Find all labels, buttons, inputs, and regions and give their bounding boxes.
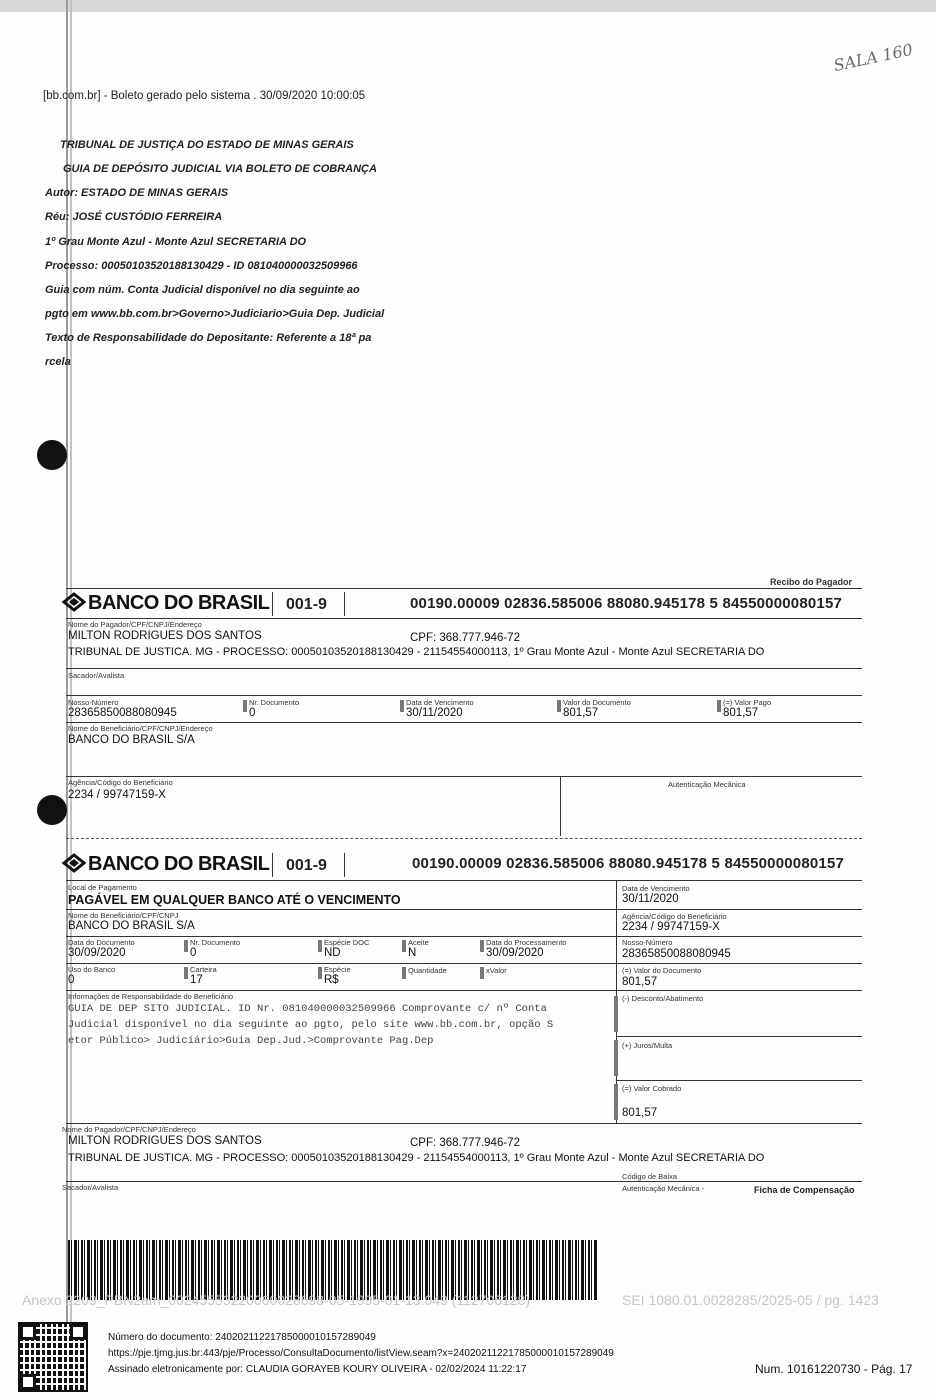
field-label: Autenticação Mecânica -	[622, 1184, 705, 1193]
divider	[66, 588, 862, 589]
divider	[344, 853, 345, 877]
field-label: Nome do Pagador/CPF/CNPJ/Endereço	[68, 620, 202, 629]
field-marker	[318, 940, 322, 952]
valor-documento: 801,57	[622, 976, 658, 988]
punch-hole	[37, 440, 67, 470]
court-line: GUIA DE DEPÓSITO JUDICIAL VIA BOLETO DE COBRANÇA	[63, 163, 377, 175]
divider	[66, 963, 862, 964]
field-label: Quantidade	[408, 966, 447, 975]
bank-name: BANCO DO BRASIL	[88, 853, 270, 875]
agencia: 2234 / 99747159-X	[622, 921, 720, 933]
field-label: Data do Documento	[68, 938, 135, 947]
footer-url[interactable]: https://pje.tjmg.jus.br:443/pje/Processo/ConsultaDocumento/listView.seam?x=24020211221785000010157289049	[108, 1348, 614, 1359]
field-marker	[480, 940, 484, 952]
divider	[272, 853, 273, 877]
field-marker	[717, 700, 721, 712]
field-label: Carteira	[190, 965, 217, 974]
data-processamento: 30/09/2020	[486, 947, 544, 959]
divider	[66, 990, 862, 991]
carteira: 17	[190, 974, 203, 986]
beneficiario: BANCO DO BRASIL S/A	[68, 920, 195, 932]
field-label: Autenticação Mecânica	[668, 780, 746, 789]
field-marker	[400, 700, 404, 712]
qr-finder	[70, 1324, 86, 1340]
divider	[66, 722, 862, 723]
divider	[66, 695, 862, 696]
divider	[616, 1036, 862, 1037]
field-label: Agência/Código do Beneficiário	[68, 778, 173, 787]
field-label: Informações de Responsabilidade do Beneficiário	[68, 992, 234, 1001]
footer-page-info: Num. 10161220730 - Pág. 17	[755, 1362, 913, 1376]
vencimento: 30/11/2020	[622, 893, 679, 905]
bank-name: BANCO DO BRASIL	[88, 592, 270, 614]
divider	[66, 776, 862, 777]
divider	[616, 1080, 862, 1081]
field-label: Nosso-Número	[68, 698, 119, 707]
field-label: Nome do Beneficiário/CPF/CNPJ	[68, 911, 179, 920]
field-label: Nome do Pagador/CPF/CNPJ/Endereço	[62, 1125, 196, 1134]
valor-pago: 801,57	[723, 707, 759, 719]
watermark-left: Anexo 2209_PBN2am_00245553220060028698-05-1995-01-13.049 (112706128)	[22, 1292, 531, 1308]
digitable-line: 00190.00009 02836.585006 88080.945178 5 84550000080157	[412, 855, 845, 872]
court-line: rcela	[45, 356, 71, 368]
footer-doc-number: Número do documento: 24020211221785000010157289049	[108, 1332, 376, 1343]
field-marker	[557, 700, 561, 712]
bank-logo-icon	[62, 592, 86, 612]
divider	[66, 1123, 862, 1124]
field-label: Código de Baixa	[622, 1172, 678, 1181]
field-label: Local de Pagamento	[68, 883, 137, 892]
field-label: (+) Juros/Multa	[622, 1041, 673, 1050]
ficha-compensacao-label: Ficha de Compensação	[754, 1185, 855, 1195]
payer-name: MILTON RODRIGUES DOS SANTOS	[68, 630, 262, 642]
field-marker	[614, 1084, 618, 1120]
field-label: Data de Vencimento	[406, 698, 474, 707]
barcode	[68, 1240, 598, 1300]
local-pagamento: PAGÁVEL EM QUALQUER BANCO ATÉ O VENCIMENTO	[68, 893, 401, 907]
vencimento: 30/11/2020	[406, 707, 463, 719]
especie: R$	[324, 974, 339, 986]
especie-doc: ND	[324, 947, 341, 959]
divider	[66, 936, 862, 937]
field-label: (-) Desconto/Abatimento	[622, 994, 704, 1003]
field-marker	[243, 700, 247, 712]
court-line: Processo: 00050103520188130429 - ID 081040000032509966	[45, 260, 358, 272]
bank-code: 001-9	[286, 596, 327, 613]
field-label: Data do Processamento	[486, 938, 567, 947]
info-line: Judicial disponível no dia seguinte ao pgto, pelo site www.bb.com.br, opção S	[68, 1019, 554, 1031]
court-line: 1º Grau Monte Azul - Monte Azul SECRETARIA DO	[45, 236, 307, 248]
nr-documento: 0	[249, 707, 256, 719]
agencia: 2234 / 99747159-X	[68, 789, 166, 801]
bank-logo-icon	[62, 853, 86, 873]
cut-line	[66, 838, 862, 839]
bank-code: 001-9	[286, 857, 327, 874]
payer-address: TRIBUNAL DE JUSTICA. MG - PROCESSO: 00050103520188130429 - 21154554000113, 1º Grau Monte Azul - Monte Azul SECRETARIA DO	[68, 1152, 765, 1164]
receipt-title: Recibo do Pagador	[770, 577, 853, 587]
beneficiario: BANCO DO BRASIL S/A	[68, 734, 195, 746]
divider	[66, 668, 862, 669]
field-label: (=) Valor Pago	[723, 698, 772, 707]
info-line: GUIA DE DEP SITO JUDICIAL. ID Nr. 081040000032509966 Comprovante c/ nº Conta	[68, 1003, 547, 1015]
court-line: pgto em www.bb.com.br>Governo>Judiciario>Guia Dep. Judicial	[45, 308, 385, 320]
qr-finder	[20, 1374, 36, 1390]
divider	[344, 592, 345, 616]
divider	[66, 618, 862, 619]
field-marker	[402, 967, 406, 979]
field-label: Data de Vencimento	[622, 884, 690, 893]
aceite: N	[408, 947, 417, 959]
punch-hole	[37, 795, 67, 825]
digitable-line: 00190.00009 02836.585006 88080.945178 5 84550000080157	[410, 595, 843, 612]
uso-banco: 0	[68, 974, 75, 986]
nr-documento: 0	[190, 947, 197, 959]
field-label: Uso do Banco	[68, 965, 116, 974]
valor-cobrado: 801,57	[622, 1107, 658, 1119]
watermark-right: SEI 1080.01.0028285/2025-05 / pg. 1423	[622, 1292, 879, 1308]
nosso-numero: 28365850088080945	[622, 948, 731, 960]
court-line: Autor: ESTADO DE MINAS GERAIS	[45, 187, 229, 199]
divider	[560, 776, 561, 836]
field-label: Nosso-Número	[622, 938, 673, 947]
page-top-edge	[0, 0, 936, 12]
data-documento: 30/09/2020	[68, 947, 126, 959]
court-line: Réu: JOSÉ CUSTÓDIO FERREIRA	[45, 211, 223, 223]
field-marker	[480, 967, 484, 979]
divider	[66, 1181, 862, 1182]
system-header-line: [bb.com.br] - Boleto gerado pelo sistema . 30/09/2020 10:00:05	[43, 90, 366, 102]
valor-documento: 801,57	[563, 707, 599, 719]
footer-signature: Assinado eletronicamente por: CLAUDIA GORAYEB KOURY OLIVEIRA - 02/02/2024 11:22:17	[108, 1364, 527, 1375]
field-marker	[184, 940, 188, 952]
field-label: Nome do Beneficiário/CPF/CNPJ/Endereço	[68, 724, 213, 733]
field-marker	[318, 967, 322, 979]
qr-finder	[20, 1324, 36, 1340]
field-marker	[402, 940, 406, 952]
field-label: (=) Valor do Documento	[622, 966, 702, 975]
field-label: (=) Valor Cobrado	[622, 1084, 682, 1093]
info-line: etor Público> Judiciário>Guia Dep.Jud.>Comprovante Pag.Dep	[68, 1035, 434, 1047]
field-marker	[184, 967, 188, 979]
field-label: Sacador/Avalista	[68, 671, 125, 680]
court-line: Texto de Responsabilidade do Depositante: Referente a 18ª pa	[45, 332, 372, 344]
court-line: TRIBUNAL DE JUSTIÇA DO ESTADO DE MINAS GERAIS	[60, 139, 354, 151]
payer-address: TRIBUNAL DE JUSTICA. MG - PROCESSO: 00050103520188130429 - 21154554000113, 1º Grau Monte Azul - Monte Azul SECRETARIA DO	[68, 646, 765, 658]
field-label: Nr. Documento	[249, 698, 300, 707]
handwritten-note: SALA 160	[831, 39, 915, 76]
field-label: xValor	[486, 966, 507, 975]
divider	[272, 592, 273, 616]
divider	[66, 909, 862, 910]
field-marker	[614, 996, 618, 1032]
payer-cpf: CPF: 368.777.946-72	[410, 1137, 520, 1149]
field-label: Sacador/Avalista	[62, 1183, 119, 1192]
field-label: Espécie DOC	[324, 938, 370, 947]
field-label: Espécie	[324, 965, 351, 974]
divider	[66, 880, 862, 881]
field-label: Nr. Documento	[190, 938, 241, 947]
nosso-numero: 28365850088080945	[68, 707, 177, 719]
payer-cpf: CPF: 368.777.946-72	[410, 632, 520, 644]
field-label: Valor do Documento	[563, 698, 631, 707]
field-label: Aceite	[408, 938, 429, 947]
field-label: Agência/Código do Beneficiário	[622, 912, 727, 921]
payer-name: MILTON RODRIGUES DOS SANTOS	[68, 1135, 262, 1147]
court-line: Guia com núm. Conta Judicial disponível no dia seguinte ao	[45, 284, 360, 296]
field-marker	[614, 1040, 618, 1076]
